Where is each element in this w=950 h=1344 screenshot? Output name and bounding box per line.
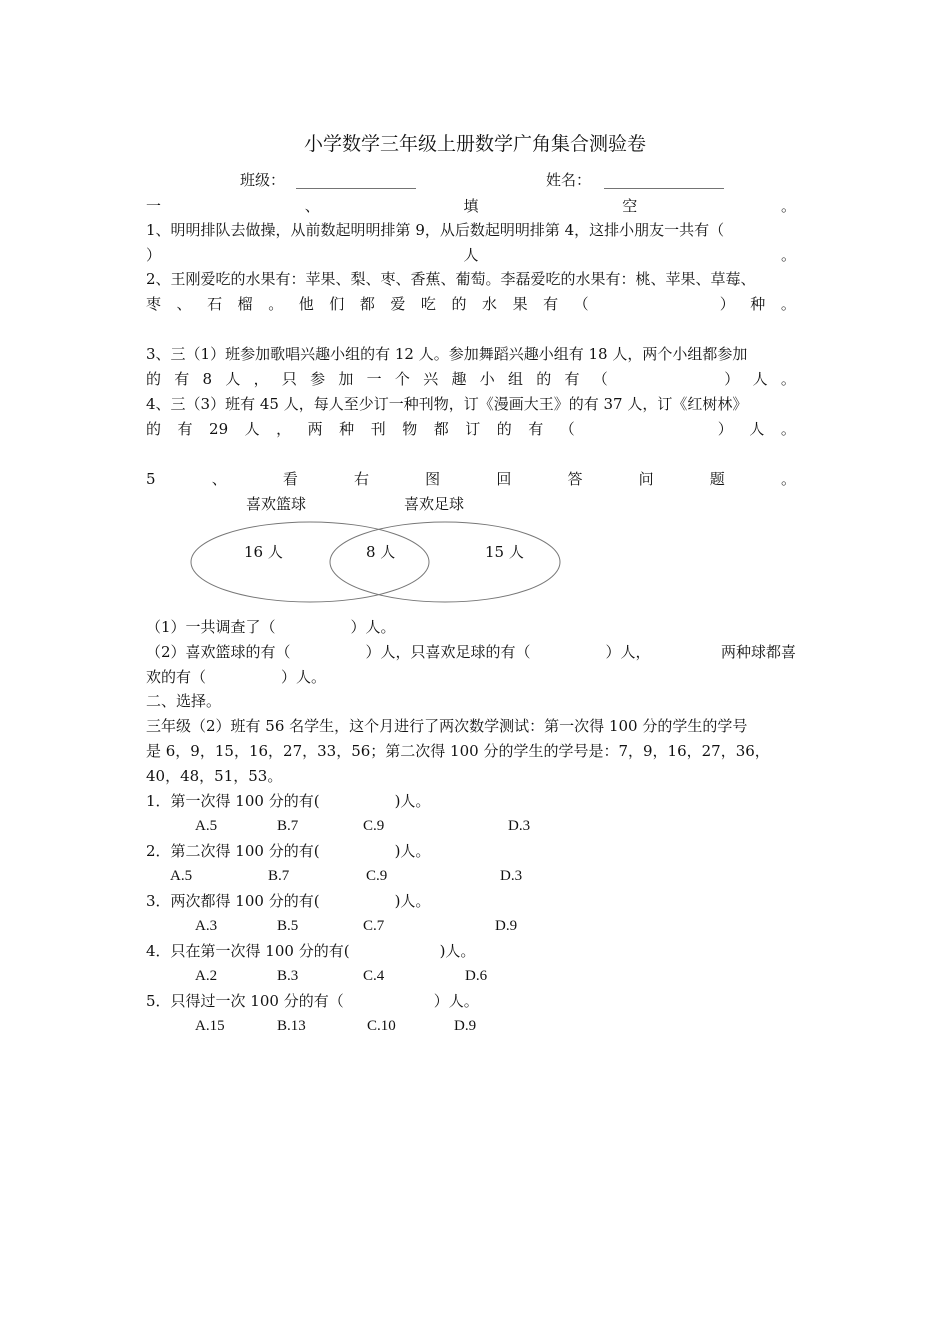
name-label: 姓名： [546, 171, 592, 189]
venn-basketball-ellipse [191, 522, 429, 602]
class-label: 班级： [240, 171, 286, 189]
q5-sub2a: （2）喜欢篮球的有（ ）人，只喜欢足球的有（ ）人， [146, 643, 651, 661]
choice-q4: 4．只在第一次得 100 分的有( )人。 [146, 942, 476, 960]
choice-q1-option-a[interactable]: A.5 [195, 818, 218, 834]
venn-left-only: 16 人 [244, 543, 283, 561]
section2-intro-line2: 是 6，9，15，16，27，33，56；第二次得 100 分的学生的学号是：7，9，16，27，36， [146, 742, 770, 760]
choice-q1-option-d[interactable]: D.3 [508, 818, 531, 834]
choice-q2-option-a[interactable]: A.5 [170, 868, 193, 884]
q5-heading: 5 、 看 右 图 回 答 问 题 。 [146, 470, 796, 488]
q1-line2: ） 人 。 [146, 246, 796, 264]
choice-q2-option-c[interactable]: C.9 [366, 868, 388, 884]
section2-intro-line1: 三年级（2）班有 56 名学生，这个月进行了两次数学测试：第一次得 100 分的学生的学号 [146, 717, 748, 735]
choice-q5-option-a[interactable]: A.15 [195, 1018, 225, 1034]
choice-q3: 3．两次都得 100 分的有( )人。 [146, 892, 431, 910]
choice-q1: 1．第一次得 100 分的有( )人。 [146, 792, 431, 810]
choice-q3-option-c[interactable]: C.7 [363, 918, 385, 934]
name-field[interactable]: ________________ [604, 171, 724, 189]
class-field[interactable]: ________________ [296, 171, 416, 189]
page-title: 小学数学三年级上册数学广角集合测验卷 [303, 133, 646, 155]
q5-sub1: （1）一共调查了（ ）人。 [146, 618, 396, 636]
q4-line1: 4、三（3）班有 45 人，每人至少订一种刊物，订《漫画大王》的有 37 人，订《红树林》 [146, 395, 748, 413]
choice-q1-option-c[interactable]: C.9 [363, 818, 385, 834]
choice-q2: 2．第二次得 100 分的有( )人。 [146, 842, 431, 860]
choice-q2-option-b[interactable]: B.7 [268, 868, 290, 884]
venn-football-ellipse [330, 522, 560, 602]
q5-sub2c: 欢的有（ ）人。 [146, 668, 327, 686]
choice-q5-option-c[interactable]: C.10 [367, 1018, 396, 1034]
choice-q5: 5．只得过一次 100 分的有（ ）人。 [146, 992, 479, 1010]
q1-line1: 1、明明排队去做操，从前数起明明排第 9，从后数起明明排第 4，这排小朋友一共有（ [146, 221, 725, 239]
venn-diagram [190, 520, 570, 604]
choice-q3-option-b[interactable]: B.5 [277, 918, 299, 934]
q3-line1: 3、三（1）班参加歌唱兴趣小组的有 12 人。参加舞蹈兴趣小组有 18 人，两个小组都参加 [146, 345, 748, 363]
venn-both: 8 人 [366, 543, 396, 561]
q2-line1: 2、王刚爱吃的水果有：苹果、梨、枣、香蕉、葡萄。李磊爱吃的水果有：桃、苹果、草莓、 [146, 270, 756, 288]
venn-right-only: 15 人 [485, 543, 524, 561]
section2-heading: 二、选择。 [146, 692, 222, 710]
choice-q3-option-d[interactable]: D.9 [495, 918, 518, 934]
section2-intro-line3: 40，48，51，53。 [146, 767, 283, 785]
choice-q5-option-b[interactable]: B.13 [277, 1018, 306, 1034]
q5-sub2b: 两种球都喜 [721, 643, 797, 661]
choice-q4-option-a[interactable]: A.2 [195, 968, 218, 984]
venn-right-label: 喜欢足球 [404, 495, 465, 513]
choice-q2-option-d[interactable]: D.3 [500, 868, 523, 884]
choice-q4-option-d[interactable]: D.6 [465, 968, 488, 984]
venn-left-label: 喜欢篮球 [246, 495, 307, 513]
section1-heading: 一 、 填 空 。 [146, 197, 796, 215]
choice-q4-option-c[interactable]: C.4 [363, 968, 385, 984]
choice-q1-option-b[interactable]: B.7 [277, 818, 299, 834]
q4-line2: 的 有 29 人 ， 两 种 刊 物 都 订 的 有 （ ） 人 。 [146, 420, 796, 438]
q3-line2: 的 有 8 人 ， 只 参 加 一 个 兴 趣 小 组 的 有 （ ） 人 。 [146, 370, 796, 388]
q2-line2: 枣 、 石 榴 。 他 们 都 爱 吃 的 水 果 有 （ ） 种 。 [146, 295, 796, 313]
choice-q3-option-a[interactable]: A.3 [195, 918, 218, 934]
choice-q4-option-b[interactable]: B.3 [277, 968, 299, 984]
choice-q5-option-d[interactable]: D.9 [454, 1018, 477, 1034]
